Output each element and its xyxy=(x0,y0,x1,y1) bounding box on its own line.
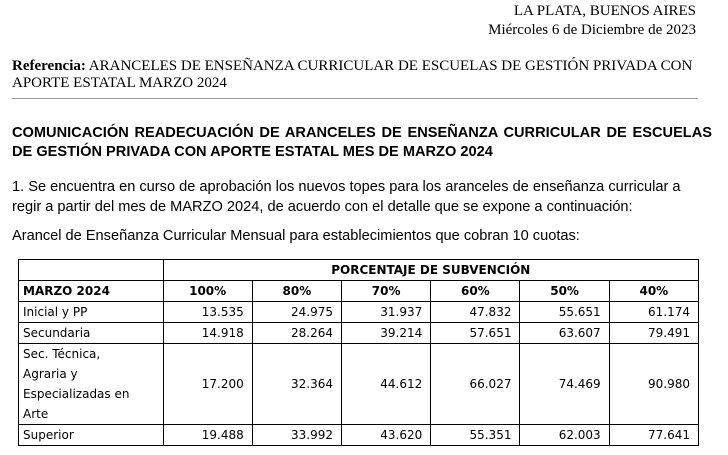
table-row xyxy=(19,425,699,446)
value-cell: 31.937 xyxy=(342,302,431,323)
value-cell: 77.641 xyxy=(609,425,698,446)
value-cell: 63.607 xyxy=(520,323,609,344)
column-header: 40% xyxy=(609,281,698,302)
value-cell: 74.469 xyxy=(520,344,609,425)
value-cell: 24.975 xyxy=(252,302,341,323)
table-intro: Arancel de Enseñanza Curricular Mensual para establecimientos que cobran 10 cuotas: xyxy=(12,228,580,244)
value-cell: 19.488 xyxy=(163,425,252,446)
fee-table xyxy=(18,259,699,446)
place-text: LA PLATA, BUENOS AIRES xyxy=(513,3,696,19)
value-cell: 33.992 xyxy=(252,425,341,446)
row-header-cell: MARZO 2024 xyxy=(19,281,164,302)
value-cell: 28.264 xyxy=(252,323,341,344)
letterhead-place-date xyxy=(488,2,696,40)
value-cell: 57.651 xyxy=(431,323,520,344)
value-cell: 14.918 xyxy=(163,323,252,344)
paragraph-1: 1. Se encuentra en curso de aprobación los nuevos topes para los aranceles de enseñanza curricular a regir a partir del mes de MARZO 2024, de acuerdo con el detalle que se expone a continuación: xyxy=(12,179,681,215)
reference-text: ARANCELES DE ENSEÑANZA CURRICULAR DE ESCUELAS DE GESTIÓN PRIVADA CON APORTE ESTATAL MARZO 2024 xyxy=(12,58,693,91)
reference-line xyxy=(12,58,702,92)
table-group-header-row xyxy=(19,260,699,281)
table-row xyxy=(19,302,699,323)
communication-heading: COMUNICACIÓN READECUACIÓN DE ARANCELES DE ENSEÑANZA CURRICULAR DE ESCUELAS DE GESTIÓN PRIVADA CON APORTE ESTATAL MES DE MARZO 2024 xyxy=(12,125,712,160)
column-header: 80% xyxy=(252,281,341,302)
reference-label: Referencia: xyxy=(12,58,86,74)
value-cell: 66.027 xyxy=(431,344,520,425)
value-cell: 13.535 xyxy=(163,302,252,323)
value-cell: 32.364 xyxy=(252,344,341,425)
date-text: Miércoles 6 de Diciembre de 2023 xyxy=(488,22,696,38)
row-label-line: Sec. Técnica, xyxy=(23,347,101,361)
value-cell: 79.491 xyxy=(609,323,698,344)
value-cell: 47.832 xyxy=(431,302,520,323)
value-cell: 61.174 xyxy=(609,302,698,323)
table-row xyxy=(19,344,699,425)
value-cell: 39.214 xyxy=(342,323,431,344)
table-row xyxy=(19,323,699,344)
value-cell: 43.620 xyxy=(342,425,431,446)
column-header: 60% xyxy=(431,281,520,302)
row-label-line: Arte xyxy=(23,407,49,421)
value-cell: 62.003 xyxy=(520,425,609,446)
row-label-line: Especializadas en xyxy=(23,387,130,401)
value-cell: 44.612 xyxy=(342,344,431,425)
row-label xyxy=(19,344,164,425)
row-label: Superior xyxy=(19,425,164,446)
column-header: 70% xyxy=(342,281,431,302)
value-cell: 17.200 xyxy=(163,344,252,425)
horizontal-divider xyxy=(12,98,698,99)
value-cell: 90.980 xyxy=(609,344,698,425)
row-label-line: Agraria y xyxy=(23,367,78,381)
blank-corner-cell xyxy=(19,260,164,281)
row-label: Secundaria xyxy=(19,323,164,344)
subsidy-percentage-header: PORCENTAJE DE SUBVENCIÓN xyxy=(163,260,698,281)
value-cell: 55.351 xyxy=(431,425,520,446)
table-column-header-row xyxy=(19,281,699,302)
column-header: 50% xyxy=(520,281,609,302)
value-cell: 55.651 xyxy=(520,302,609,323)
column-header: 100% xyxy=(163,281,252,302)
row-label: Inicial y PP xyxy=(19,302,164,323)
